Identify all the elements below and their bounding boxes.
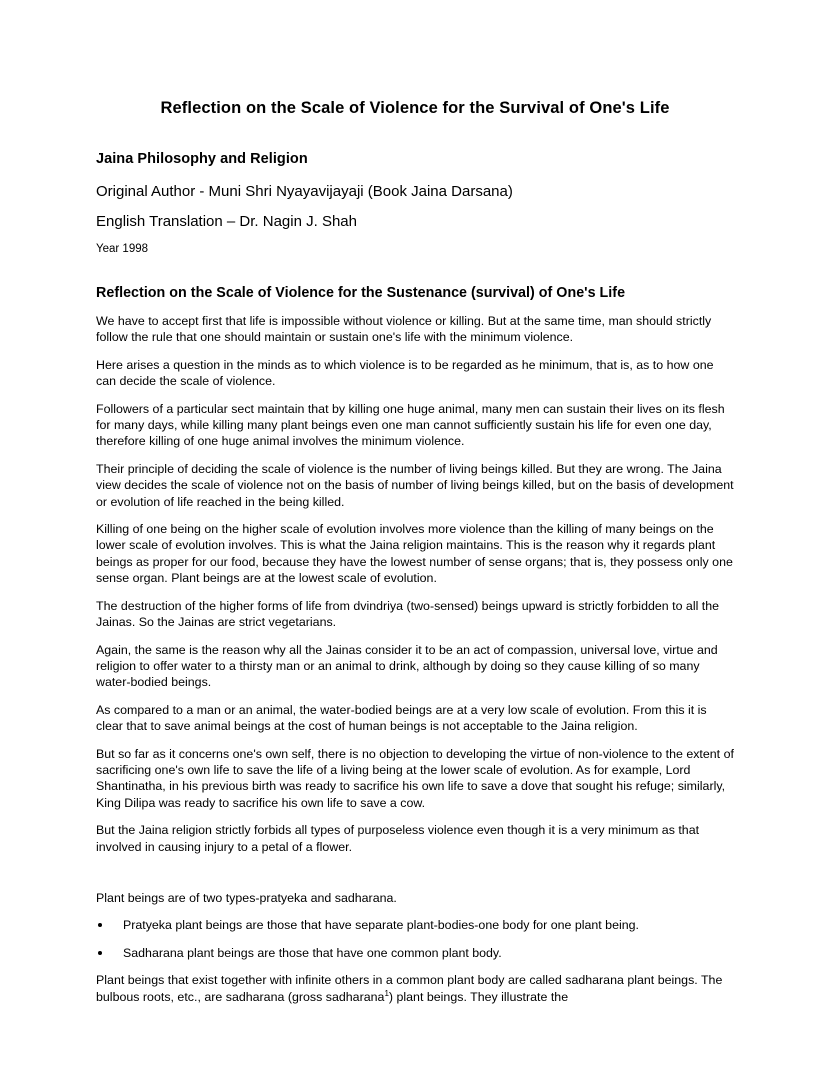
- bullet-dot-icon: [98, 923, 102, 927]
- body-paragraph: Again, the same is the reason why all the Jainas consider it to be an act of compassion, universal love, virtue and religion to offer water to a thirsty man or an animal to drink, although by doing so they cause killing of so many water-bodied beings.: [96, 642, 718, 690]
- closing-paragraph: [96, 972, 734, 1005]
- body-paragraph: But the Jaina religion strictly forbids all types of purposeless violence even though it is a very minimum as that involved in causing injury to a petal of a flower.: [96, 823, 700, 854]
- main-section: [96, 284, 734, 1005]
- document-metadata-block: [96, 150, 734, 257]
- body-paragraph: Their principle of deciding the scale of violence is the number of living beings killed. But they are wrong. The Jaina view decides the scale of violence not on the basis of number of living beings killed, but on the basis of development or evolution of life reached in the being killed.: [96, 461, 734, 509]
- plant-beings-intro-paragraph: Plant beings are of two types-pratyeka and sadharana.: [96, 890, 397, 905]
- body-paragraph: As compared to a man or an animal, the water-bodied beings are at a very low scale of evolution. From this it is clear that to save animal beings at the cost of human beings is not acceptable to the Jaina religion.: [96, 702, 707, 734]
- body-paragraph: Here arises a question in the minds as to which violence is to be regarded as he minimum, that is, as to how one can decide the scale of violence.: [96, 357, 714, 389]
- original-author-line: Original Author - Muni Shri Nyayavijayaji (Book Jaina Darsana): [96, 183, 513, 200]
- list-item-label: Pratyeka plant beings are those that have separate plant-bodies-one body for one plant being.: [123, 918, 639, 933]
- english-translation-line: English Translation – Dr. Nagin J. Shah: [96, 213, 357, 230]
- subject-heading: Jaina Philosophy and Religion: [96, 151, 308, 167]
- closing-paragraph-text-part1: Plant beings that exist together with infinite others in a common plant body are called sadharana plant beings. The bulbous roots, etc., are sadharana (gross sadharana: [96, 973, 723, 1004]
- paragraph-spacer: [96, 866, 734, 890]
- body-paragraph: The destruction of the higher forms of life from dvindriya (two-sensed) beings upward is strictly forbidden to all the Jainas. So the Jainas are strict vegetarians.: [96, 598, 720, 630]
- plant-types-list: [96, 917, 734, 961]
- list-item: [96, 917, 734, 933]
- body-paragraph: But so far as it concerns one's own self, there is no objection to developing the virtue of non-violence to the extent of sacrificing one's own life to save the life of a living being at the lower scale of evolution. As for example, Lord Shantinatha, in his previous birth was ready to sacrifice his own life to save a dove that sought his refuge; similarly, King Dilipa was ready to sacrifice his own life to save a cow.: [96, 746, 734, 810]
- bullet-dot-icon: [98, 951, 102, 955]
- body-paragraph: We have to accept first that life is impossible without violence or killing. But at the same time, man should strictly follow the rule that one should maintain or sustain one's life with the minimum violence.: [96, 314, 712, 345]
- closing-paragraph-text-part2: ) plant beings. They illustrate the: [388, 989, 569, 1004]
- body-paragraph: Killing of one being on the higher scale of evolution involves more violence than the killing of many beings on the lower scale of evolution involves. This is what the Jaina religion maintains. This is the reason why it regards plant beings as proper for our food, because they have the lowest number of sense organs; that is, they possess only one sense organ. Plant beings are at the lowest scale of evolution.: [96, 522, 733, 586]
- list-item: [96, 945, 734, 961]
- section-heading: Reflection on the Scale of Violence for the Sustenance (survival) of One's Life: [96, 285, 626, 301]
- page-title: Reflection on the Scale of Violence for the Survival of One's Life: [160, 99, 670, 117]
- footnote-reference-marker: 1: [384, 988, 389, 998]
- year-line: Year 1998: [96, 243, 149, 255]
- body-paragraph: Followers of a particular sect maintain that by killing one huge animal, many men can sustain their lives on its flesh for many days, while killing many plant beings even one man cannot sufficiently sustain his life for even one day, therefore killing of one huge animal involves the minimum violence.: [96, 401, 725, 449]
- list-item-label: Sadharana plant beings are those that have one common plant body.: [123, 945, 502, 960]
